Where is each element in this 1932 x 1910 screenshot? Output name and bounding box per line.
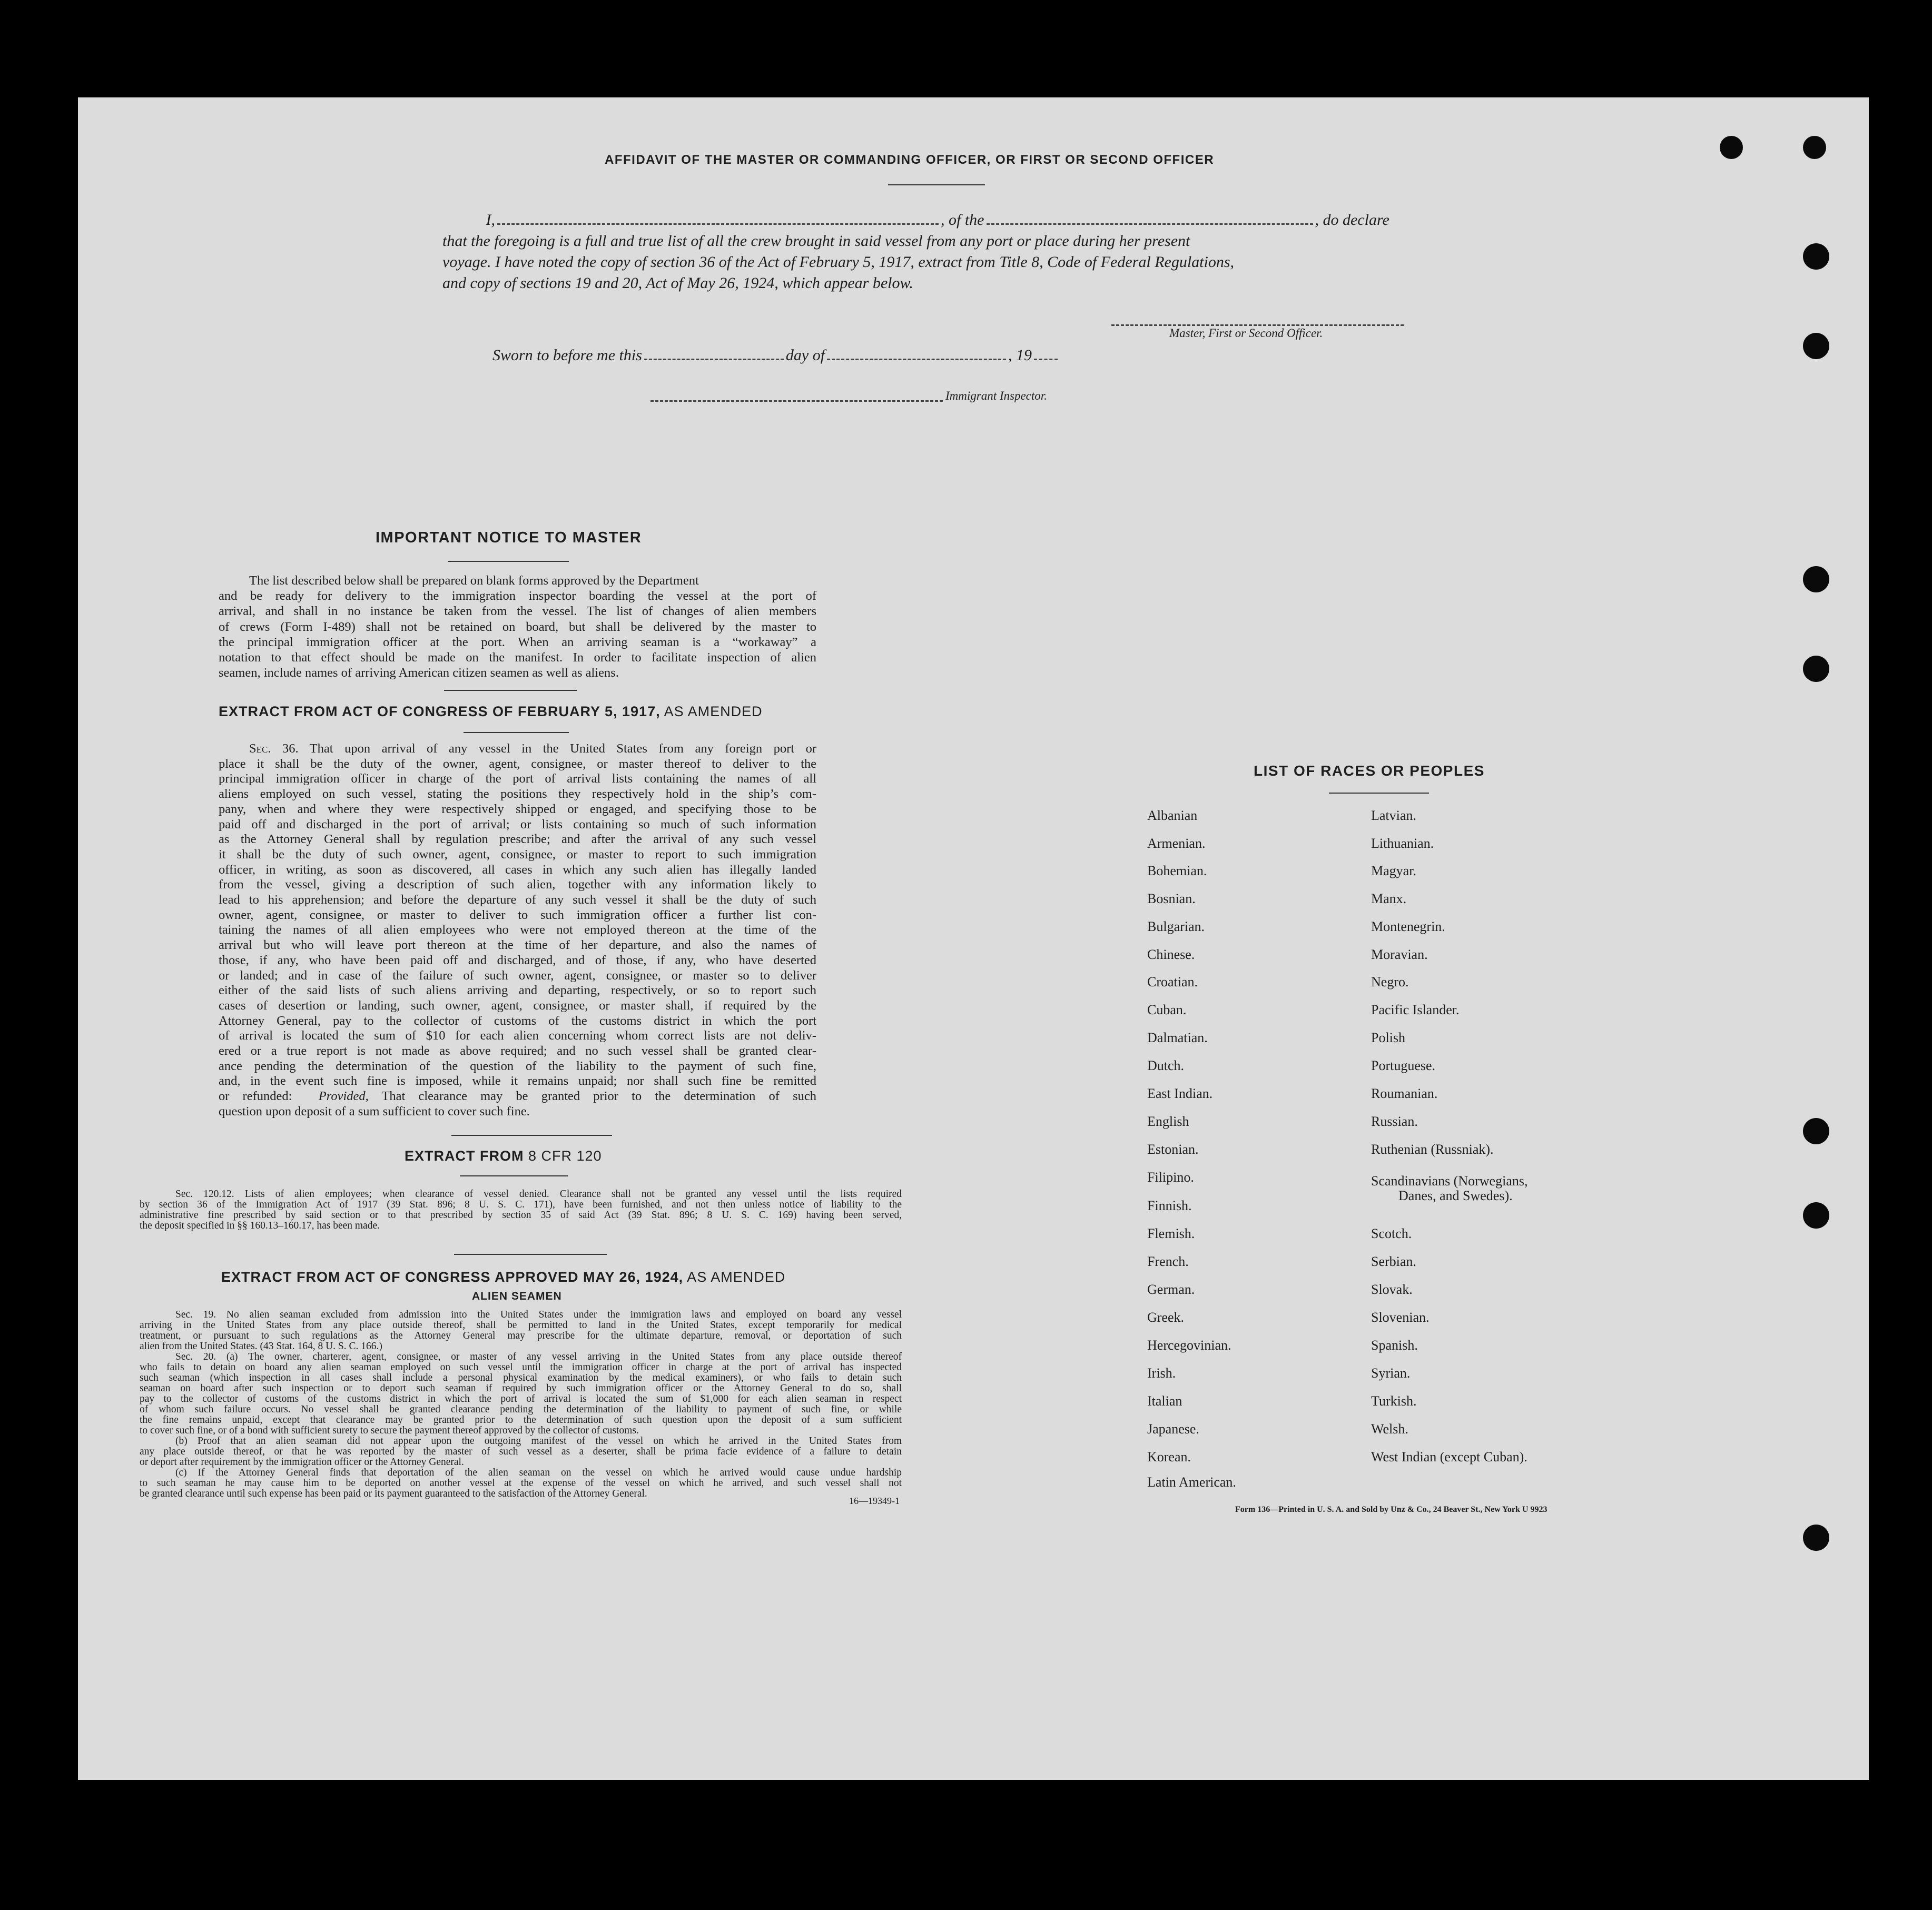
race-item: Syrian.: [1371, 1365, 1411, 1381]
section-36-line: [219, 741, 816, 757]
cfr-title-rest: 8 CFR 120: [528, 1148, 602, 1164]
race-item: Pacific Islander.: [1371, 1002, 1460, 1017]
race-item: Lithuanian.: [1371, 836, 1434, 851]
race-item: Manx.: [1371, 891, 1407, 906]
section-36-line: question upon deposit of a sum sufficient to cover such fine.: [219, 1104, 530, 1119]
printer-footer: Form 136—Printed in U. S. A. and Sold by Unz & Co., 24 Beaver St., New York U 9923: [1235, 1505, 1547, 1514]
notice-line: of crews (Form I-489) shall not be retained on board, but shall be delivered by the master to: [219, 619, 816, 634]
race-item: Bosnian.: [1147, 891, 1196, 906]
cfr-title: [405, 1148, 602, 1164]
divider: [444, 690, 577, 691]
divider: [454, 1254, 607, 1255]
race-item: Serbian.: [1371, 1254, 1416, 1269]
race-item: Russian.: [1371, 1114, 1418, 1129]
section-36-line: pany, when and where they were respectively shipped or engaged, and specifying those to be: [219, 801, 816, 816]
cfr-line: Sec. 120.12. Lists of alien employees; when clearance of vessel denied. Clearance shall not be granted any vessel until the lists required: [175, 1189, 902, 1200]
divider: [464, 732, 569, 733]
declaration-line: voyage. I have noted the copy of section 36 of the Act of February 5, 1917, extract from Title 8, Code of Federal Regulations,: [442, 253, 1235, 271]
seamen-line: arriving in the United States from any place outside thereof, shall be permitted to land in the United States, except temporarily for medical: [140, 1320, 902, 1331]
extract-1924-title-bold: EXTRACT FROM ACT OF CONGRESS APPROVED MAY 26, 1924,: [221, 1269, 684, 1285]
section-36-line: [219, 1089, 816, 1104]
race-item: Flemish.: [1147, 1226, 1195, 1241]
master-signature-line[interactable]: [1111, 324, 1404, 326]
race-item: Irish.: [1147, 1365, 1176, 1381]
sworn-line: [492, 347, 1060, 364]
race-item: Magyar.: [1371, 863, 1416, 878]
section-36-text: That upon arrival of any vessel in the United States from any foreign port or: [309, 741, 816, 756]
inspector-signature-line[interactable]: [650, 400, 943, 402]
punch-hole: [1803, 566, 1829, 592]
notice-line: arrival, and shall in no instance be taken from the vessel. The list of changes of alien members: [219, 604, 816, 619]
divider: [1329, 793, 1429, 794]
race-item: Dutch.: [1147, 1058, 1185, 1073]
year-label: , 19: [1008, 347, 1032, 364]
section-36-line: either of the said lists of such aliens arriving and departing, respectively, or so to report such: [219, 983, 816, 998]
cfr-body: [140, 1189, 902, 1231]
race-item: Latvian.: [1371, 808, 1416, 823]
race-item: Finnish.: [1147, 1198, 1192, 1213]
seamen-line: or deport after requirement by the immigration officer or the Attorney General.: [140, 1457, 464, 1468]
race-item: Welsh.: [1371, 1421, 1408, 1437]
cfr-line: by section 36 of the Immigration Act of 1917 (39 Stat. 896; 8 U. S. C. 171), have been furnished, and not then unless notice of liability to the: [140, 1199, 902, 1210]
name-field[interactable]: [497, 223, 939, 225]
race-item: Chinese.: [1147, 947, 1195, 962]
section-36-line: Attorney General, pay to the collector of customs of the customs district in which the port: [219, 1013, 816, 1028]
race-item: Japanese.: [1147, 1421, 1199, 1437]
punch-hole: [1720, 136, 1743, 159]
section-36-line: of arrival is located the sum of $10 for each alien concerning whom correct lists are not deliv-: [219, 1028, 816, 1043]
race-item: Roumanian.: [1371, 1086, 1438, 1101]
seamen-line: Sec. 20. (a) The owner, charterer, agent, consignee, or master of any vessel arriving in the United States from any place outside thereof: [175, 1351, 902, 1362]
cfr-line: the deposit specified in §§ 160.13–160.17, has been made.: [140, 1220, 380, 1231]
section-36-text: or refunded:: [219, 1089, 292, 1104]
race-item: Slovak.: [1371, 1282, 1413, 1297]
section-36-line: arrival but who will leave port thereon at the time of her departure, and also the names of: [219, 938, 816, 953]
cfr-line: administrative fine prescribed by said section or to that prescribed by section 35 of said Act (39 Stat. 896; 8 U. S. C. 169) having been served,: [140, 1210, 902, 1221]
race-item: Portuguese.: [1371, 1058, 1436, 1073]
affidavit-declaration: [442, 210, 1435, 294]
section-36-line: ance pending the determination of the question of the liability to the payment of such fine,: [219, 1058, 816, 1073]
seamen-line: (b) Proof that an alien seaman did not appear upon the outgoing manifest of the vessel on which he arrived in the United States from: [175, 1436, 902, 1447]
master-label: Master, First or Second Officer.: [1169, 326, 1323, 340]
extract-1924-title: [221, 1269, 785, 1285]
inspector-label: Immigrant Inspector.: [945, 389, 1047, 402]
punch-hole: [1803, 656, 1829, 682]
seamen-line: to cover such fine, or of a bond with sufficient surety to secure the payment thereof approved by the collector of customs.: [140, 1425, 639, 1436]
divider: [888, 184, 985, 185]
section-36-line: paid off and discharged in the port of arrival; or lists containing so much of such information: [219, 817, 816, 832]
seamen-line: treatment, or pursuant to such regulations as the Attorney General may prescribe for the ultimate departure, removal, or deportation of such: [140, 1330, 902, 1341]
section-36-line: taining the names of all alien employees who were not employed thereon at the time of the: [219, 923, 816, 937]
race-item: Latin American.: [1147, 1474, 1236, 1490]
form-code: 16—19349-1: [849, 1496, 900, 1506]
punch-hole: [1803, 1202, 1829, 1229]
race-item: Polish: [1371, 1030, 1406, 1045]
race-item: Croatian.: [1147, 974, 1198, 989]
race-item: Armenian.: [1147, 836, 1206, 851]
seamen-line: such seaman (which inspection in all cases shall include a personal physical examination by the medical examiners), or who fails to detain such: [140, 1372, 902, 1383]
provided-word: Provided,: [318, 1089, 369, 1104]
section-36-body: [219, 741, 816, 1120]
alien-seamen-subtitle: ALIEN SEAMEN: [472, 1290, 562, 1302]
extract-1917-title: [219, 704, 763, 720]
race-item: Filipino.: [1147, 1170, 1194, 1185]
notice-line: and be ready for delivery to the immigration inspector boarding the vessel at the port of: [219, 589, 816, 603]
seamen-line: (c) If the Attorney General finds that deportation of the alien seaman on the vessel on which he arrived would cause undue hardship: [175, 1467, 902, 1478]
seamen-line: alien from the United States. (43 Stat. 164, 8 U. S. C. 166.): [140, 1341, 382, 1352]
divider: [448, 561, 569, 562]
notice-line: The list described below shall be prepared on blank forms approved by the Department: [249, 573, 699, 588]
sworn-month-field[interactable]: [827, 359, 1006, 360]
section-36-line: lead to his apprehension; and before the departure of any such vessel it shall be the duty of such: [219, 893, 816, 907]
race-item: German.: [1147, 1282, 1195, 1297]
section-36-line: from the vessel, giving a description of such alien, together with any information likely to: [219, 877, 816, 892]
notice-line: notation to that effect should be made on the manifest. In order to facilitate inspection of alien: [219, 650, 816, 665]
extract-1924-title-rest: AS AMENDED: [683, 1269, 786, 1285]
sworn-label: Sworn to before me this: [492, 347, 642, 364]
race-item: Greek.: [1147, 1310, 1185, 1325]
affidavit-title: AFFIDAVIT OF THE MASTER OR COMMANDING OFFICER, OR FIRST OR SECOND OFFICER: [605, 153, 1215, 167]
punch-hole: [1803, 136, 1826, 159]
punch-hole: [1803, 1118, 1829, 1144]
sec-36-label: Sec. 36.: [249, 741, 299, 756]
seamen-line: to such seaman he may cause him to be deported on another vessel at the expense of the vessel on which he arrived, and such vessel shall not: [140, 1478, 902, 1489]
races-title: LIST OF RACES OR PEOPLES: [1254, 763, 1485, 779]
notice-line: the principal immigration officer at the port. When an arriving seaman is a “workaway” a: [219, 635, 816, 649]
provided-rest: That clearance may be granted prior to the determination of such: [368, 1089, 817, 1104]
notice-title: IMPORTANT NOTICE TO MASTER: [376, 529, 642, 546]
race-item: Scotch.: [1371, 1226, 1412, 1241]
seamen-line: of whom such failure occurs. No vessel shall be granted clearance pending the determination of the liability to payment of such fine, or while: [140, 1404, 902, 1415]
race-item: Italian: [1147, 1393, 1182, 1409]
section-36-line: cases of desertion or landing, such owner, agent, consignee, or master shall, if required by the: [219, 998, 816, 1013]
race-item: Spanish.: [1371, 1338, 1418, 1353]
notice-line: seamen, include names of arriving American citizen seamen as well as aliens.: [219, 666, 619, 680]
section-36-line: place it shall be the duty of the owner, agent, consignee, or master thereof to deliver to the: [219, 756, 816, 771]
section-36-line: owner, agent, consignee, or master to deliver to such immigration officer a further list con-: [219, 907, 816, 922]
declaration-line: and copy of sections 19 and 20, Act of May 26, 1924, which appear below.: [442, 274, 913, 292]
sworn-day-field[interactable]: [644, 359, 784, 360]
race-item: West Indian (except Cuban).: [1371, 1449, 1527, 1464]
seamen-line: the fine remains unpaid, except that clearance may be granted prior to the determination of such question upon the deposit of a sum sufficient: [140, 1414, 902, 1426]
declaration-line: that the foregoing is a full and true list of all the crew brought in said vessel from any port or place during her present: [442, 232, 1190, 250]
seamen-line: be granted clearance until such expense has been paid or its payment guaranteed to the satisfaction of the Attorney General.: [140, 1488, 647, 1499]
punch-hole: [1803, 243, 1829, 270]
seamen-line: who fails to detain on board any alien seaman employed on such vessel until the immigration officer in charge at the port of arrival has inspected: [140, 1362, 902, 1373]
cfr-title-bold: EXTRACT FROM: [405, 1148, 528, 1164]
section-36-line: ered or a true report is not made as above required; and no such vessel shall be granted clear-: [219, 1044, 816, 1058]
seamen-line: any place outside thereof, or that he was reported by the master of such vessel as a deserter, shall be prima facie evidence of a failure to detain: [140, 1446, 902, 1457]
race-item: Estonian.: [1147, 1142, 1199, 1157]
extract-1917-title-rest: AS AMENDED: [660, 704, 763, 719]
sworn-year-field[interactable]: [1034, 359, 1058, 360]
race-item: East Indian.: [1147, 1086, 1213, 1101]
race-item: Albanian: [1147, 808, 1198, 823]
race-item: Slovenian.: [1371, 1310, 1430, 1325]
section-36-line: it shall be the duty of such owner, agent, consignee, or master to report to such immigration: [219, 847, 816, 862]
race-item: Negro.: [1371, 974, 1409, 989]
section-36-line: and, in the event such fine is imposed, while it remains unpaid; nor shall such fine be remitted: [219, 1074, 816, 1088]
race-item: Korean.: [1147, 1449, 1191, 1464]
race-item: Montenegrin.: [1371, 919, 1445, 934]
notice-body: [219, 573, 816, 680]
of-the-label: , of the: [941, 211, 984, 229]
punch-hole: [1803, 333, 1829, 359]
seamen-line: seaman on board after such inspection or to deport such seaman if required by such immigration officer or the Attorney General to do so, shall: [140, 1383, 902, 1394]
race-item: Danes, and Swedes).: [1398, 1188, 1513, 1203]
race-item: English: [1147, 1114, 1189, 1129]
race-item: Cuban.: [1147, 1002, 1187, 1017]
race-item: Dalmatian.: [1147, 1030, 1208, 1045]
race-item: French.: [1147, 1254, 1189, 1269]
day-of-label: day of: [785, 347, 825, 364]
do-declare-label: , do declare: [1315, 211, 1389, 229]
extract-1917-title-bold: EXTRACT FROM ACT OF CONGRESS OF FEBRUARY 5, 1917,: [219, 704, 661, 719]
divider: [451, 1135, 612, 1136]
race-item: Turkish.: [1371, 1393, 1417, 1409]
race-item: Moravian.: [1371, 947, 1428, 962]
i-label: I,: [486, 211, 495, 229]
section-36-line: as the Attorney General shall by regulation prescribe; and after the arrival of any such vessel: [219, 832, 816, 847]
race-item: Ruthenian (Russniak).: [1371, 1142, 1494, 1157]
alien-seamen-body: [140, 1310, 902, 1499]
race-item: Bulgarian.: [1147, 919, 1205, 934]
section-36-line: aliens employed on such vessel, stating the positions they respectively hold in the ship’s com-: [219, 787, 816, 801]
race-item: Scandinavians (Norwegians,: [1371, 1173, 1528, 1189]
seamen-line: pay to the collector of customs of the customs district in which the port of arrival is located the sum of $1,000 for each alien seaman in respect: [140, 1393, 902, 1404]
section-36-line: officer, in writing, as soon as discovered, all cases in which any such alien has illegally landed: [219, 862, 816, 877]
punch-hole: [1803, 1525, 1829, 1551]
race-item: Bohemian.: [1147, 863, 1207, 878]
divider: [460, 1175, 568, 1176]
section-36-line: or landed; and in case of the failure of such owner, agent, consignee, or master so to deliver: [219, 968, 816, 983]
section-36-line: those, if any, who have been paid off and discharged, and of those, if any, who have deserted: [219, 953, 816, 967]
vessel-field[interactable]: [987, 223, 1313, 225]
race-item: Hercegovinian.: [1147, 1338, 1231, 1353]
section-36-line: principal immigration officer in charge of the port of arrival lists containing the names of all: [219, 771, 816, 786]
seamen-line: Sec. 19. No alien seaman excluded from admission into the United States under the immigration laws and employed on board any vessel: [175, 1309, 902, 1320]
